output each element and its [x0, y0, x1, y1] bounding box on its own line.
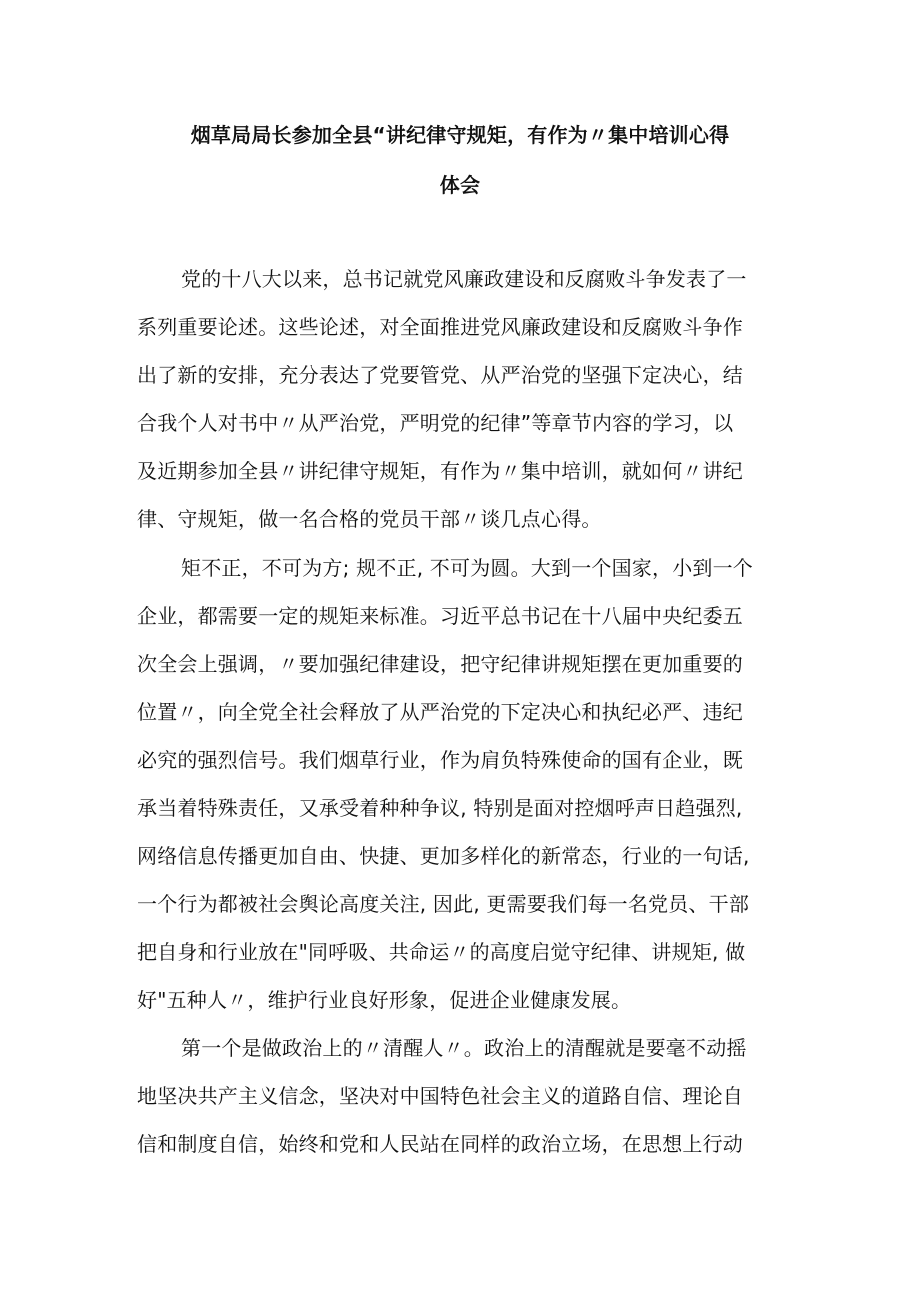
- paragraph-line: 必究的强烈信号。我们烟草行业，作为肩负特殊使命的国有企业，既: [137, 748, 743, 772]
- document-title-continued: 体会: [439, 173, 481, 197]
- paragraph-line: 把自身和行业放在"同呼吸、共命运〃的高度启觉守纪律、讲规矩, 做: [137, 940, 746, 964]
- paragraph-line: 承当着特殊责任，又承受着种种争议, 特别是面对控烟呼声日趋强烈,: [137, 796, 743, 820]
- paragraph-line: 网络信息传播更加自由、快捷、更加多样化的新常态，行业的一句话,: [137, 844, 750, 868]
- paragraph-line: 出了新的安排，充分表达了党要管党、从严治党的坚强下定决心，结: [137, 363, 743, 387]
- paragraph-line: 一个行为都被社会舆论高度关注, 因此, 更需要我们每一名党员、干部: [137, 892, 750, 916]
- paragraph-line: 信和制度自信，始终和党和人民站在同样的政治立场，在思想上行动: [137, 1132, 743, 1156]
- paragraph-line: 系列重要论述。这些论述，对全面推进党风廉政建设和反腐败斗争作: [137, 315, 743, 339]
- paragraph-line: 位置〃，向全党全社会释放了从严治党的下定决心和执纪必严、违纪: [137, 700, 743, 724]
- paragraph-line: 第一个是做政治上的〃清醒人〃。政治上的清醒就是要毫不动摇: [181, 1036, 747, 1060]
- paragraph-line: 党的十八大以来，总书记就党风廉政建设和反腐败斗争发表了一: [181, 267, 747, 291]
- paragraph-line: 及近期参加全县〃讲纪律守规矩，有作为〃集中培训，就如何〃讲纪: [137, 459, 743, 483]
- paragraph-line: 企业，都需要一定的规矩来标准。习近平总书记在十八届中央纪委五: [137, 604, 743, 628]
- paragraph-line: 次全会上强调，〃要加强纪律建设，把守纪律讲规矩摆在更加重要的: [137, 652, 743, 676]
- paragraph-line: 律、守规矩，做一名合格的党员干部〃谈几点心得。: [137, 507, 602, 531]
- document-title: 烟草局局长参加全县“讲纪律守规矩，有作为〃集中培训心得: [190, 123, 730, 147]
- paragraph-line: 矩不正，不可为方; 规不正, 不可为圆。大到一个国家，小到一个: [181, 556, 754, 580]
- paragraph-line: 地坚决共产主义信念，坚决对中国特色社会主义的道路自信、理论自: [137, 1084, 743, 1108]
- paragraph-line: 合我个人对书中〃从严治党，严明党的纪律”等章节内容的学习，以: [137, 411, 734, 435]
- paragraph-line: 好"五种人〃，维护行业良好形象，促进企业健康发展。: [137, 988, 632, 1012]
